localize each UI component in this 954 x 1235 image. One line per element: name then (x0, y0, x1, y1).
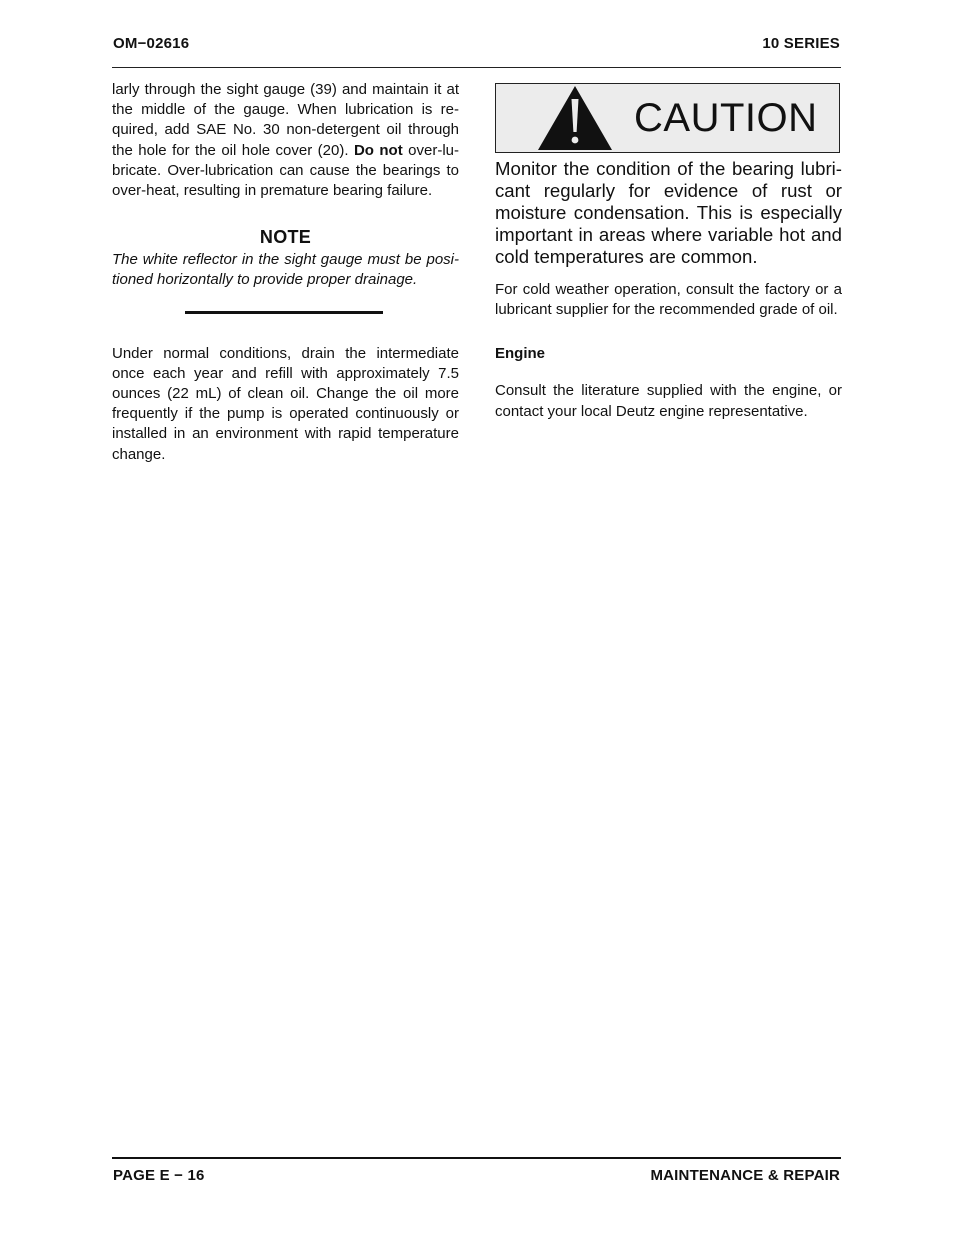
caution-text: Monitor the condition of the bearing lubricant regularly for evidence of rust or moisture condensation. This is especially important in areas where variable hot and cold temperatures are common. (495, 158, 842, 267)
right-column (495, 83, 842, 422)
note-divider (185, 311, 383, 314)
engine-paragraph: Consult the literature supplied with the engine, or contact your local Deutz engine representative. (495, 382, 842, 420)
caution-label: CAUTION (634, 96, 818, 140)
note-text: The white reflector in the sight gauge must be positioned horizontally to provide proper drainage. (112, 251, 459, 289)
warning-triangle-icon (536, 85, 614, 151)
page-number: PAGE E − 16 (113, 1167, 205, 1184)
series-label: 10 SERIES (762, 35, 840, 52)
section-title: MAINTENANCE & REPAIR (650, 1167, 840, 1184)
header-divider (112, 67, 841, 68)
caution-banner (495, 83, 840, 153)
left-column (112, 80, 459, 465)
do-not-emphasis: Do not (353, 141, 403, 159)
document-number: OM−02616 (113, 35, 190, 52)
lubrication-text-a: larly through the sight gauge (39) and maintain it at the middle of the gauge. When lubrication is required, add SAE No. 30 non-detergent oil through the hole for the oil hole cover (20). (112, 81, 459, 159)
note-heading: NOTE (259, 227, 312, 248)
cold-weather-paragraph: For cold weather operation, consult the factory or a lubricant supplier for the recommended grade of oil. (495, 281, 842, 319)
drain-paragraph: Under normal conditions, drain the intermediate once each year and refill with approximately 7.5 ounces (22 mL) of clean oil. Change the oil more frequently if the pump is operated continuously or installed in an environment with rapid temperature change. (112, 344, 459, 463)
lubrication-text-b: over-lubricate. Over-lubrication can cause the bearings to over-heat, resulting in premature bearing failure. (112, 141, 460, 200)
engine-heading: Engine (495, 345, 546, 363)
footer-divider (112, 1157, 841, 1159)
lubrication-paragraph (112, 80, 459, 201)
